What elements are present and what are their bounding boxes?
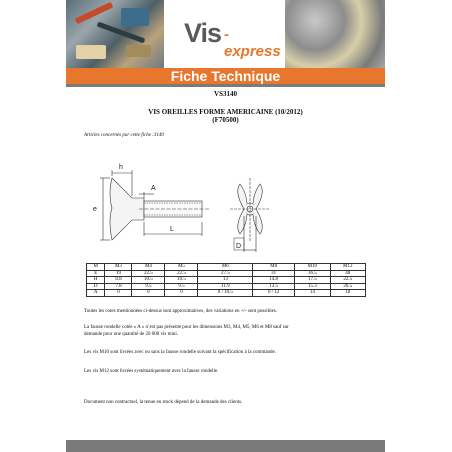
note-disclaimer: Document non contractuel, la tenue en stock dépend de la demande des clients.	[84, 400, 243, 405]
page-title: Fiche Technique	[170, 68, 281, 84]
table-header-cell: M12	[330, 264, 365, 271]
table-cell: 11.9	[198, 283, 253, 290]
table-header-cell: M5	[165, 264, 198, 271]
note-m10: Les vis M10 sont livrées avec ou sans la fausse rondelle suivant la spécification à la commande.	[84, 350, 277, 355]
note-washer-line1: La fausse rondelle cotée « A » n’est pas présente pour les dimensions M3, M4, M5, M6 et M8 sauf sur	[84, 325, 289, 330]
table-cell: 14.8	[253, 277, 295, 284]
table-cell: 22.5	[330, 277, 365, 284]
product-code: (F70500)	[212, 116, 239, 124]
table-cell: 27.5	[198, 270, 253, 277]
note-m12: Les vis M12 sont livrées systématiquement avec la fausse rondelle.	[84, 369, 219, 374]
table-cell: 17.5	[295, 277, 330, 284]
table-cell: 20.5	[330, 283, 365, 290]
table-cell: 31	[253, 270, 295, 277]
table-cell: 0	[105, 290, 132, 297]
note-washer-line2: demande pour une quantité de 20 000 vis mini.	[84, 332, 179, 337]
logo-text-main: Vis	[184, 18, 222, 48]
table-header-cell: M6	[198, 264, 253, 271]
table-cell: A	[87, 290, 105, 297]
table-cell: E	[87, 270, 105, 277]
articles-note: Articles concernés par cette fiche :3140	[84, 133, 164, 138]
table-cell: 0	[165, 290, 198, 297]
table-cell: D	[87, 283, 105, 290]
product-designation: VIS OREILLES FORME AMERICAINE (10/2012)	[148, 108, 303, 116]
label-a: A	[151, 185, 156, 192]
table-cell: 0	[132, 290, 165, 297]
table-cell: 8.8	[105, 277, 132, 284]
table-cell: 14	[295, 290, 330, 297]
dimensions-table	[86, 263, 366, 297]
table-cell: H	[87, 277, 105, 284]
label-h: h	[119, 164, 123, 171]
table-cell: 9.5	[132, 283, 165, 290]
table-header-cell: M10	[295, 264, 330, 271]
table-cell: 15.3	[295, 283, 330, 290]
table-header-cell: M8	[253, 264, 295, 271]
table-cell: 7.8	[105, 283, 132, 290]
logo-text-suffix: -express	[224, 26, 281, 60]
table-row	[87, 290, 366, 297]
table-cell: 13	[198, 277, 253, 284]
product-reference: VS3140	[214, 90, 237, 98]
table-cell: 48	[330, 270, 365, 277]
table-cell: 13.5	[253, 283, 295, 290]
title-bar	[66, 68, 385, 87]
header-banner	[66, 0, 385, 68]
table-cell: 19	[105, 270, 132, 277]
table-header-cell: M	[87, 264, 105, 271]
table-header-cell: M3	[105, 264, 132, 271]
table-cell: 9.5	[165, 283, 198, 290]
table-cell: 22.5	[165, 270, 198, 277]
label-d: D	[236, 243, 242, 250]
table-header-cell: M4	[132, 264, 165, 271]
table-cell: 22.5	[132, 270, 165, 277]
screws-photo	[285, 0, 385, 68]
note-approximation: Toutes les cotes mentionnées ci-dessus sont approximatives, des variations en +/- sont possibles.	[84, 309, 277, 314]
table-cell: 0 / 12	[253, 290, 295, 297]
label-l: L	[170, 226, 174, 233]
table-cell: 18	[330, 290, 365, 297]
technical-drawing	[84, 150, 284, 260]
footer-bar	[66, 440, 385, 452]
label-e: e	[93, 206, 97, 213]
logo	[164, 0, 285, 68]
table-cell: 36.5	[295, 270, 330, 277]
table-cell: 0 / 10.5	[198, 290, 253, 297]
document-page	[66, 0, 385, 452]
table-cell: 10.5	[165, 277, 198, 284]
table-cell: 10.5	[132, 277, 165, 284]
tools-photo	[66, 0, 164, 68]
